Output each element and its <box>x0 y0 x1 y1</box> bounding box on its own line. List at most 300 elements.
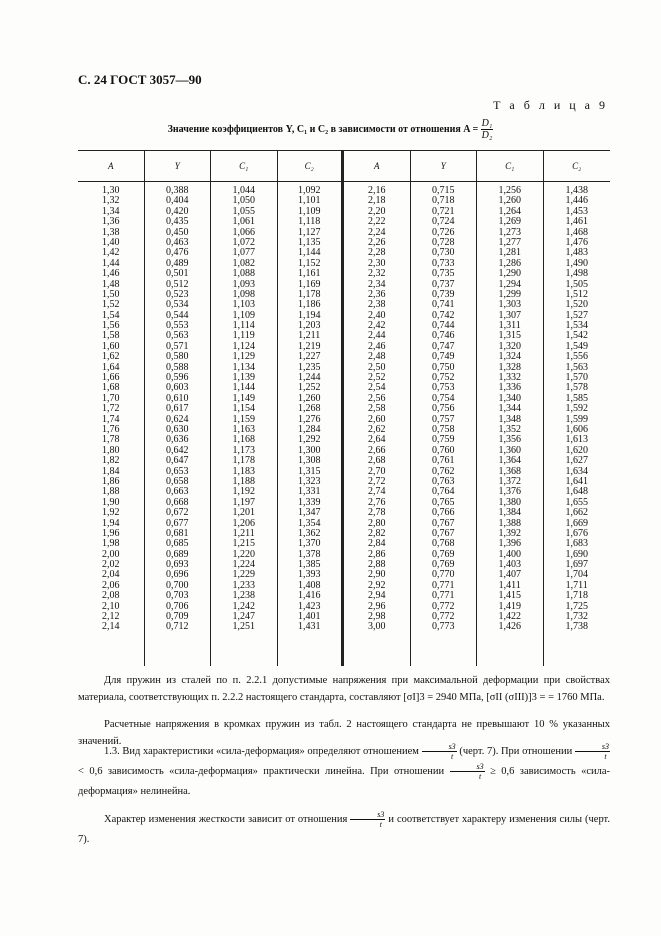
table-cell: 2,62 <box>368 423 386 435</box>
table-cell: 1,676 <box>565 527 588 539</box>
table-cell: 1,613 <box>565 434 588 446</box>
header-c2-2: C₂ <box>572 161 582 171</box>
ratio-fraction <box>350 810 385 829</box>
table-cell: 0,653 <box>166 465 189 477</box>
table-cell: 0,544 <box>166 309 189 321</box>
table-cell: 2,20 <box>368 205 386 217</box>
table-cell: 1,585 <box>565 392 588 404</box>
table-cell: 1,468 <box>565 226 588 238</box>
table-cell: 1,56 <box>102 320 120 332</box>
table-cell: 1,347 <box>298 507 321 519</box>
table-cell: 1,256 <box>498 185 521 196</box>
table-cell: 0,768 <box>432 538 455 550</box>
table-cell: 1,203 <box>298 320 321 332</box>
table-cell: 1,294 <box>498 278 521 290</box>
table-number: Т а б л и ц а 9 <box>493 98 608 112</box>
table-cell: 0,553 <box>166 320 189 332</box>
table-cell: 2,60 <box>368 413 386 425</box>
table-cell: 1,52 <box>102 299 120 311</box>
table-cell: 1,396 <box>498 538 521 550</box>
table-cell: 0,767 <box>432 527 455 539</box>
table-cell: 0,523 <box>166 288 189 300</box>
table-cell: 1,392 <box>498 527 521 539</box>
table-cell: 2,42 <box>368 320 386 332</box>
table-cell: 0,762 <box>432 465 455 477</box>
ratio-den: t <box>379 820 382 830</box>
table-cell: 1,244 <box>298 372 321 384</box>
table-cell: 2,78 <box>368 507 386 519</box>
table-cell: 1,354 <box>298 517 321 529</box>
caption-frac-den: D₂ <box>481 130 493 141</box>
table-cell: 1,129 <box>232 351 255 363</box>
table-cell: 2,38 <box>368 299 386 311</box>
table-cell: 1,86 <box>102 475 120 487</box>
table-cell: 0,404 <box>166 195 189 207</box>
table-cell: 2,40 <box>368 309 386 321</box>
table-cell: 1,520 <box>565 299 588 311</box>
table-cell: 1,453 <box>565 205 588 217</box>
column-c1-1 <box>211 182 278 666</box>
table-cell: 3,00 <box>368 621 386 633</box>
table-cell: 2,98 <box>368 611 386 623</box>
table-cell: 1,542 <box>565 330 588 342</box>
table-cell: 1,578 <box>565 382 588 394</box>
table-cell: 0,766 <box>432 507 455 519</box>
table-cell: 1,339 <box>298 496 321 508</box>
table-cell: 1,40 <box>102 236 120 248</box>
column-c2-2 <box>544 182 611 666</box>
table-cell: 0,741 <box>432 299 455 311</box>
table-cell: 1,58 <box>102 330 120 342</box>
table-cell: 1,620 <box>565 444 588 456</box>
ratio-num: s3 <box>350 810 385 820</box>
table-cell: 1,68 <box>102 382 120 394</box>
table-cell: 0,749 <box>432 351 455 363</box>
table-cell: 0,689 <box>166 548 189 560</box>
table-cell: 2,74 <box>368 486 386 498</box>
table-cell: 2,00 <box>102 548 120 560</box>
table-cell: 1,050 <box>232 195 255 207</box>
table-cell: 1,690 <box>565 548 588 560</box>
table-cell: 1,201 <box>232 507 255 519</box>
table-cell: 1,211 <box>232 527 255 539</box>
table-cell: 1,139 <box>232 372 255 384</box>
p3-part-c: < 0,6 зависимость «сила-деформация» практически линейна. При отношении <box>78 766 445 777</box>
table-cell: 1,252 <box>298 382 321 394</box>
ratio-den: t <box>478 772 482 782</box>
coefficient-table <box>78 150 610 666</box>
table-cell: 1,426 <box>498 621 521 633</box>
header-c1-1: C₁ <box>211 151 278 181</box>
table-cell: 0,712 <box>166 621 189 633</box>
table-cell: 1,315 <box>298 465 321 477</box>
ratio-num: s3 <box>422 742 457 752</box>
table-cell: 1,220 <box>232 548 255 560</box>
header-a-2: A <box>344 151 411 181</box>
table-cell: 1,423 <box>298 600 321 612</box>
table-cell: 1,124 <box>232 340 255 352</box>
table-cell: 1,725 <box>565 600 588 612</box>
table-cell: 1,169 <box>298 278 321 290</box>
table-cell: 1,34 <box>102 205 120 217</box>
table-cell: 1,281 <box>498 247 521 259</box>
table-cell: 0,435 <box>166 216 189 228</box>
table-cell: 1,082 <box>232 257 255 269</box>
table-cell: 0,758 <box>432 423 455 435</box>
table-cell: 1,711 <box>565 579 588 591</box>
table-cell: 1,431 <box>298 621 321 633</box>
table-cell: 1,400 <box>498 548 521 560</box>
table-cell: 2,24 <box>368 226 386 238</box>
table-cell: 2,18 <box>368 195 386 207</box>
table-cell: 1,323 <box>298 475 321 487</box>
table-cell: 0,769 <box>432 559 455 571</box>
table-cell: 2,48 <box>368 351 386 363</box>
table-cell: 1,76 <box>102 423 120 435</box>
header-c1-2: C₁ <box>477 151 544 181</box>
table-cell: 2,64 <box>368 434 386 446</box>
table-cell: 1,641 <box>565 475 588 487</box>
header-y-2: Y <box>411 151 478 181</box>
table-cell: 1,101 <box>298 195 321 207</box>
table-cell: 1,109 <box>232 309 255 321</box>
table-cell: 1,446 <box>565 195 588 207</box>
table-cell: 1,385 <box>298 559 321 571</box>
table-cell: 2,06 <box>102 579 120 591</box>
table-cell: 1,80 <box>102 444 120 456</box>
table-cell: 1,401 <box>298 611 321 623</box>
table-cell: 1,135 <box>298 236 321 248</box>
table-header-row <box>78 150 610 182</box>
table-cell: 1,98 <box>102 538 120 550</box>
ratio-fraction <box>422 742 457 761</box>
paragraph-allowable-stress: Для пружин из сталей по п. 2.2.1 допустимые напряжения при максимальной деформации при свойствах материала, соответствующих п. 2.2.2 настоящего стандарта, составляют [σI]3 = 2940 МПа, [σII (σIII)]3 = = 1760 МПа. <box>78 675 610 703</box>
table-cell: 0,672 <box>166 507 189 519</box>
table-cell: 1,149 <box>232 392 255 404</box>
table-cell: 1,114 <box>232 320 255 332</box>
table-cell: 1,360 <box>498 444 521 456</box>
table-cell: 2,16 <box>368 185 386 196</box>
table-cell: 0,761 <box>432 455 455 467</box>
table-cell: 1,704 <box>565 569 588 581</box>
table-cell: 1,328 <box>498 361 521 373</box>
table-cell: 1,96 <box>102 527 120 539</box>
table-cell: 1,118 <box>298 216 321 228</box>
table-cell: 2,66 <box>368 444 386 456</box>
table-cell: 1,648 <box>565 486 588 498</box>
table-cell: 1,144 <box>298 247 321 259</box>
table-cell: 0,737 <box>432 278 455 290</box>
table-cell: 1,66 <box>102 372 120 384</box>
table-cell: 1,159 <box>232 413 255 425</box>
table-cell: 1,183 <box>232 465 255 477</box>
table-cell: 0,693 <box>166 559 189 571</box>
table-cell: 0,534 <box>166 299 189 311</box>
table-cell: 0,677 <box>166 517 189 529</box>
table-cell: 0,757 <box>432 413 455 425</box>
table-cell: 2,76 <box>368 496 386 508</box>
ratio-num: s3 <box>450 762 485 772</box>
table-cell: 0,754 <box>432 392 455 404</box>
table-cell: 1,44 <box>102 257 120 269</box>
table-cell: 0,642 <box>166 444 189 456</box>
table-cell: 0,388 <box>166 185 189 196</box>
column-c1-2 <box>477 182 544 666</box>
table-cell: 1,368 <box>498 465 521 477</box>
table-cell: 1,269 <box>498 216 521 228</box>
column-c2-1 <box>278 182 345 666</box>
table-cell: 2,86 <box>368 548 386 560</box>
table-cell: 1,224 <box>232 559 255 571</box>
table-cell: 0,718 <box>432 195 455 207</box>
table-cell: 1,344 <box>498 403 521 415</box>
table-cell: 0,512 <box>166 278 189 290</box>
ratio-num: s3 <box>575 742 610 752</box>
table-cell: 1,348 <box>498 413 521 425</box>
table-cell: 1,044 <box>232 185 255 196</box>
table-cell: 1,192 <box>232 486 255 498</box>
table-cell: 1,109 <box>298 205 321 217</box>
table-cell: 0,715 <box>432 185 455 196</box>
table-cell: 1,260 <box>498 195 521 207</box>
column-a-2 <box>344 182 411 666</box>
table-cell: 1,438 <box>565 185 588 196</box>
table-cell: 1,38 <box>102 226 120 238</box>
table-cell: 1,527 <box>565 309 588 321</box>
table-cell: 2,96 <box>368 600 386 612</box>
table-cell: 1,284 <box>298 423 321 435</box>
table-cell: 1,235 <box>298 361 321 373</box>
table-cell: 1,268 <box>298 403 321 415</box>
table-cell: 1,408 <box>298 579 321 591</box>
table-cell: 2,88 <box>368 559 386 571</box>
table-cell: 1,154 <box>232 403 255 415</box>
table-cell: 1,505 <box>565 278 588 290</box>
table-cell: 1,378 <box>298 548 321 560</box>
table-cell: 0,765 <box>432 496 455 508</box>
table-cell: 0,760 <box>432 444 455 456</box>
paragraph-stiffness <box>78 810 610 850</box>
table-cell: 0,730 <box>432 247 455 259</box>
table-cell: 1,72 <box>102 403 120 415</box>
table-cell: 1,197 <box>232 496 255 508</box>
table-cell: 0,630 <box>166 423 189 435</box>
header-a-1: A <box>78 151 145 181</box>
table-cell: 2,28 <box>368 247 386 259</box>
table-cell: 1,227 <box>298 351 321 363</box>
table-cell: 1,30 <box>102 185 120 196</box>
table-cell: 1,669 <box>565 517 588 529</box>
table-cell: 0,580 <box>166 351 189 363</box>
table-cell: 1,662 <box>565 507 588 519</box>
paragraph-calculated-stress: Расчетные напряжения в кромках пружин из табл. 2 настоящего стандарта не превышают 10 % указанных значений. <box>78 719 610 747</box>
header-c2-1: C₂ <box>278 151 345 181</box>
table-cell: 2,02 <box>102 559 120 571</box>
table-cell: 1,188 <box>232 475 255 487</box>
table-cell: 1,370 <box>298 538 321 550</box>
table-cell: 2,52 <box>368 372 386 384</box>
table-cell: 2,46 <box>368 340 386 352</box>
table-cell: 1,264 <box>498 205 521 217</box>
table-cell: 0,588 <box>166 361 189 373</box>
table-cell: 0,767 <box>432 517 455 529</box>
table-cell: 1,419 <box>498 600 521 612</box>
table-cell: 1,88 <box>102 486 120 498</box>
table-cell: 0,759 <box>432 434 455 446</box>
table-cell: 2,54 <box>368 382 386 394</box>
table-cell: 0,668 <box>166 496 189 508</box>
table-cell: 0,735 <box>432 268 455 280</box>
table-cell: 1,683 <box>565 538 588 550</box>
table-cell: 0,603 <box>166 382 189 394</box>
table-cell: 1,599 <box>565 413 588 425</box>
table-cell: 1,490 <box>565 257 588 269</box>
table-caption <box>0 118 661 141</box>
header-y-1: Y <box>145 151 212 181</box>
table-cell: 2,32 <box>368 268 386 280</box>
table-cell: 0,770 <box>432 569 455 581</box>
table-cell: 1,54 <box>102 309 120 321</box>
table-cell: 1,311 <box>498 320 521 332</box>
table-cell: 1,738 <box>565 621 588 633</box>
table-cell: 0,463 <box>166 236 189 248</box>
table-cell: 2,80 <box>368 517 386 529</box>
table-cell: 1,219 <box>298 340 321 352</box>
table-cell: 0,685 <box>166 538 189 550</box>
table-cell: 1,364 <box>498 455 521 467</box>
table-cell: 1,233 <box>232 579 255 591</box>
table-cell: 1,62 <box>102 351 120 363</box>
p4-part-b: и соответствует характеру изменения силы (черт. 7). <box>78 814 610 845</box>
table-cell: 1,483 <box>565 247 588 259</box>
table-cell: 1,168 <box>232 434 255 446</box>
table-cell: 1,276 <box>298 413 321 425</box>
table-cell: 0,742 <box>432 309 455 321</box>
table-cell: 1,194 <box>298 309 321 321</box>
table-cell: 0,700 <box>166 579 189 591</box>
table-cell: 0,696 <box>166 569 189 581</box>
table-cell: 1,206 <box>232 517 255 529</box>
table-cell: 1,556 <box>565 351 588 363</box>
table-cell: 0,763 <box>432 475 455 487</box>
p3-part-b: (черт. 7). При отношении <box>459 746 573 757</box>
table-cell: 1,127 <box>298 226 321 238</box>
p4-part-a: Характер изменения жесткости зависит от отношения <box>104 814 348 825</box>
table-cell: 2,04 <box>102 569 120 581</box>
table-cell: 0,752 <box>432 372 455 384</box>
table-cell: 0,772 <box>432 611 455 623</box>
table-cell: 1,512 <box>565 288 588 300</box>
table-cell: 1,697 <box>565 559 588 571</box>
table-cell: 1,290 <box>498 268 521 280</box>
table-cell: 1,376 <box>498 486 521 498</box>
table-cell: 0,709 <box>166 611 189 623</box>
table-cell: 0,747 <box>432 340 455 352</box>
table-cell: 0,739 <box>432 288 455 300</box>
table-cell: 1,161 <box>298 268 321 280</box>
ratio-den: t <box>451 752 454 762</box>
table-cell: 1,251 <box>232 621 255 633</box>
table-cell: 1,372 <box>498 475 521 487</box>
table-cell: 0,728 <box>432 236 455 248</box>
table-cell: 1,077 <box>232 247 255 259</box>
table-cell: 2,68 <box>368 455 386 467</box>
table-cell: 0,724 <box>432 216 455 228</box>
table-cell: 1,247 <box>232 611 255 623</box>
table-cell: 1,92 <box>102 507 120 519</box>
table-cell: 0,636 <box>166 434 189 446</box>
table-cell: 1,627 <box>565 455 588 467</box>
table-cell: 1,50 <box>102 288 120 300</box>
column-y-2 <box>411 182 478 666</box>
table-cell: 1,48 <box>102 278 120 290</box>
table-cell: 2,12 <box>102 611 120 623</box>
table-cell: 1,292 <box>298 434 321 446</box>
table-body <box>78 182 610 666</box>
table-cell: 1,332 <box>498 372 521 384</box>
table-cell: 2,26 <box>368 236 386 248</box>
table-cell: 1,324 <box>498 351 521 363</box>
table-cell: 0,420 <box>166 205 189 217</box>
table-cell: 1,307 <box>498 309 521 321</box>
table-cell: 1,303 <box>498 299 521 311</box>
table-cell: 1,384 <box>498 507 521 519</box>
table-cell: 1,300 <box>298 444 321 456</box>
table-cell: 1,356 <box>498 434 521 446</box>
table-cell: 1,461 <box>565 216 588 228</box>
table-cell: 1,340 <box>498 392 521 404</box>
table-cell: 2,84 <box>368 538 386 550</box>
table-cell: 0,610 <box>166 392 189 404</box>
table-cell: 0,450 <box>166 226 189 238</box>
table-cell: 1,066 <box>232 226 255 238</box>
table-cell: 1,242 <box>232 600 255 612</box>
table-cell: 1,393 <box>298 569 321 581</box>
table-cell: 1,634 <box>565 465 588 477</box>
table-cell: 1,403 <box>498 559 521 571</box>
table-cell: 1,088 <box>232 268 255 280</box>
table-cell: 0,647 <box>166 455 189 467</box>
table-cell: 0,769 <box>432 548 455 560</box>
table-cell: 2,36 <box>368 288 386 300</box>
table-cell: 0,489 <box>166 257 189 269</box>
ratio-fraction <box>575 742 610 761</box>
table-cell: 1,277 <box>498 236 521 248</box>
table-cell: 1,315 <box>498 330 521 342</box>
table-cell: 1,286 <box>498 257 521 269</box>
table-cell: 1,336 <box>498 382 521 394</box>
table-cell: 2,82 <box>368 527 386 539</box>
table-cell: 0,733 <box>432 257 455 269</box>
table-cell: 2,44 <box>368 330 386 342</box>
table-cell: 1,098 <box>232 288 255 300</box>
table-cell: 0,750 <box>432 361 455 373</box>
table-cell: 1,42 <box>102 247 120 259</box>
table-cell: 2,90 <box>368 569 386 581</box>
table-cell: 0,756 <box>432 403 455 415</box>
table-cell: 1,563 <box>565 361 588 373</box>
table-cell: 0,703 <box>166 590 189 602</box>
table-cell: 1,215 <box>232 538 255 550</box>
table-cell: 1,103 <box>232 299 255 311</box>
table-cell: 1,82 <box>102 455 120 467</box>
column-a-1 <box>78 182 145 666</box>
table-cell: 1,380 <box>498 496 521 508</box>
table-cell: 2,72 <box>368 475 386 487</box>
table-cell: 0,681 <box>166 527 189 539</box>
table-cell: 1,308 <box>298 455 321 467</box>
table-cell: 2,08 <box>102 590 120 602</box>
